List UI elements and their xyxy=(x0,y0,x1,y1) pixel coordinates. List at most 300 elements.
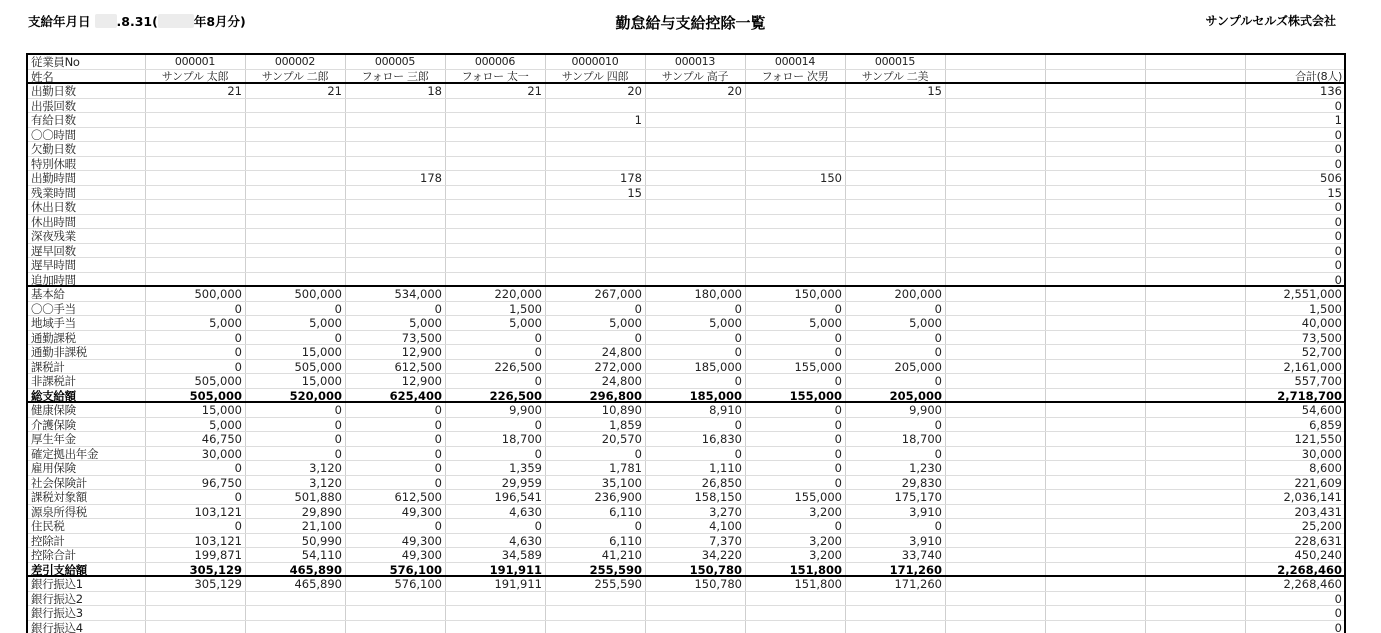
value-cell: 220,000 xyxy=(445,287,545,302)
value-cell: 0 xyxy=(245,302,345,317)
value-cell: 0 xyxy=(645,374,745,389)
row-label: 基本給 xyxy=(31,287,146,302)
table-row xyxy=(28,273,1344,288)
value-cell: 255,590 xyxy=(545,563,645,578)
row-label: 地域手当 xyxy=(31,316,146,331)
value-cell: 465,890 xyxy=(245,563,345,578)
row-label: 残業時間 xyxy=(31,186,146,201)
value-cell: 29,830 xyxy=(845,476,945,491)
total-cell: 2,036,141 xyxy=(1245,490,1345,505)
total-cell: 0 xyxy=(1245,606,1345,621)
total-cell: 0 xyxy=(1245,229,1345,244)
value-cell: 0 xyxy=(245,403,345,418)
employee-no-cell: 000015 xyxy=(845,55,945,70)
value-cell: 5,000 xyxy=(145,316,245,331)
row-label: 深夜残業 xyxy=(31,229,146,244)
page-title: 勤怠給与支給控除一覧 xyxy=(0,12,1381,33)
value-cell: 505,000 xyxy=(245,360,345,375)
value-cell: 0 xyxy=(745,519,845,534)
table-row xyxy=(28,534,1344,549)
total-cell: 8,600 xyxy=(1245,461,1345,476)
value-cell: 191,911 xyxy=(445,563,545,578)
value-cell: 305,129 xyxy=(145,577,245,592)
row-label: 通勤非課税 xyxy=(31,345,146,360)
row-label: 銀行振込2 xyxy=(31,592,146,607)
value-cell: 178 xyxy=(545,171,645,186)
total-cell: 0 xyxy=(1245,142,1345,157)
value-cell: 1,781 xyxy=(545,461,645,476)
value-cell: 10,890 xyxy=(545,403,645,418)
value-cell: 155,000 xyxy=(745,490,845,505)
value-cell: 178 xyxy=(345,171,445,186)
value-cell: 12,900 xyxy=(345,345,445,360)
total-cell: 506 xyxy=(1245,171,1345,186)
total-cell: 40,000 xyxy=(1245,316,1345,331)
table-row xyxy=(28,563,1344,578)
row-label: 社会保険計 xyxy=(31,476,146,491)
value-cell: 501,880 xyxy=(245,490,345,505)
value-cell: 103,121 xyxy=(145,505,245,520)
employee-name-cell: フォロー 次男 xyxy=(745,70,845,85)
value-cell: 3,910 xyxy=(845,505,945,520)
value-cell: 0 xyxy=(845,519,945,534)
value-cell: 0 xyxy=(545,447,645,462)
company-name: サンプルセルズ株式会社 xyxy=(1205,12,1336,29)
value-cell: 0 xyxy=(845,447,945,462)
value-cell: 16,830 xyxy=(645,432,745,447)
value-cell: 155,000 xyxy=(745,360,845,375)
value-cell: 520,000 xyxy=(245,389,345,404)
table-row xyxy=(28,258,1344,273)
value-cell: 5,000 xyxy=(445,316,545,331)
value-cell: 0 xyxy=(645,331,745,346)
value-cell: 49,300 xyxy=(345,548,445,563)
table-row xyxy=(28,302,1344,317)
total-cell: 0 xyxy=(1245,200,1345,215)
total-cell: 0 xyxy=(1245,157,1345,172)
value-cell: 18 xyxy=(345,84,445,99)
table-row xyxy=(28,621,1344,633)
row-label: 出勤時間 xyxy=(31,171,146,186)
employee-no-cell: 000002 xyxy=(245,55,345,70)
employee-no-cell: 000013 xyxy=(645,55,745,70)
value-cell: 3,270 xyxy=(645,505,745,520)
value-cell: 0 xyxy=(345,403,445,418)
value-cell: 18,700 xyxy=(445,432,545,447)
value-cell: 34,220 xyxy=(645,548,745,563)
total-cell: 2,718,700 xyxy=(1245,389,1345,404)
value-cell: 0 xyxy=(345,418,445,433)
value-cell: 103,121 xyxy=(145,534,245,549)
table-row xyxy=(28,345,1344,360)
total-cell: 557,700 xyxy=(1245,374,1345,389)
employee-no-cell: 0000010 xyxy=(545,55,645,70)
value-cell: 26,850 xyxy=(645,476,745,491)
table-row xyxy=(28,142,1344,157)
value-cell: 0 xyxy=(145,345,245,360)
value-cell: 46,750 xyxy=(145,432,245,447)
table-row xyxy=(28,84,1344,99)
value-cell: 0 xyxy=(845,418,945,433)
value-cell: 30,000 xyxy=(145,447,245,462)
table-row xyxy=(28,461,1344,476)
value-cell: 0 xyxy=(845,345,945,360)
employee-name-cell: サンプル 高子 xyxy=(645,70,745,85)
value-cell: 267,000 xyxy=(545,287,645,302)
table-row xyxy=(28,157,1344,172)
total-cell: 15 xyxy=(1245,186,1345,201)
total-cell: 30,000 xyxy=(1245,447,1345,462)
value-cell: 0 xyxy=(445,447,545,462)
row-label: 〇〇時間 xyxy=(31,128,146,143)
value-cell: 255,590 xyxy=(545,577,645,592)
value-cell: 20 xyxy=(545,84,645,99)
value-cell: 4,630 xyxy=(445,505,545,520)
total-cell: 73,500 xyxy=(1245,331,1345,346)
employee-no-label: 従業員No xyxy=(31,55,146,70)
table-row xyxy=(28,186,1344,201)
value-cell: 171,260 xyxy=(845,577,945,592)
total-cell: 54,600 xyxy=(1245,403,1345,418)
employee-name-cell: フォロー 三郎 xyxy=(345,70,445,85)
total-cell: 0 xyxy=(1245,99,1345,114)
value-cell: 171,260 xyxy=(845,563,945,578)
value-cell: 0 xyxy=(145,490,245,505)
value-cell: 1,500 xyxy=(445,302,545,317)
row-label: 確定拠出年金 xyxy=(31,447,146,462)
value-cell: 4,100 xyxy=(645,519,745,534)
row-label: 出勤日数 xyxy=(31,84,146,99)
value-cell: 0 xyxy=(245,331,345,346)
value-cell: 1 xyxy=(545,113,645,128)
value-cell: 0 xyxy=(645,345,745,360)
value-cell: 0 xyxy=(345,519,445,534)
value-cell: 9,900 xyxy=(845,403,945,418)
row-label: 健康保険 xyxy=(31,403,146,418)
table-row xyxy=(28,171,1344,186)
value-cell: 0 xyxy=(345,447,445,462)
value-cell: 0 xyxy=(445,519,545,534)
row-label: 欠勤日数 xyxy=(31,142,146,157)
value-cell: 0 xyxy=(345,461,445,476)
employee-name-cell: サンプル 四郎 xyxy=(545,70,645,85)
total-cell: 136 xyxy=(1245,84,1345,99)
value-cell: 505,000 xyxy=(145,374,245,389)
value-cell: 205,000 xyxy=(845,360,945,375)
table-row xyxy=(28,389,1344,404)
value-cell: 12,900 xyxy=(345,374,445,389)
value-cell: 236,900 xyxy=(545,490,645,505)
value-cell: 0 xyxy=(845,374,945,389)
value-cell: 272,000 xyxy=(545,360,645,375)
value-cell: 0 xyxy=(845,331,945,346)
value-cell: 1,110 xyxy=(645,461,745,476)
row-label: 差引支給額 xyxy=(31,563,146,578)
value-cell: 0 xyxy=(245,418,345,433)
value-cell: 3,120 xyxy=(245,476,345,491)
row-label: 控除計 xyxy=(31,534,146,549)
value-cell: 21,100 xyxy=(245,519,345,534)
header-row-employee-no xyxy=(28,55,1344,70)
value-cell: 0 xyxy=(645,302,745,317)
row-label: 休出時間 xyxy=(31,215,146,230)
table-row xyxy=(28,505,1344,520)
value-cell: 5,000 xyxy=(845,316,945,331)
table-row xyxy=(28,215,1344,230)
value-cell: 1,859 xyxy=(545,418,645,433)
table-row xyxy=(28,577,1344,592)
value-cell: 500,000 xyxy=(145,287,245,302)
value-cell: 20 xyxy=(645,84,745,99)
name-label: 姓名 xyxy=(31,70,146,85)
employee-no-cell: 000006 xyxy=(445,55,545,70)
value-cell: 0 xyxy=(745,432,845,447)
value-cell: 5,000 xyxy=(745,316,845,331)
value-cell: 185,000 xyxy=(645,360,745,375)
total-cell: 1 xyxy=(1245,113,1345,128)
table-row xyxy=(28,476,1344,491)
table-row xyxy=(28,447,1344,462)
value-cell: 185,000 xyxy=(645,389,745,404)
row-label: 介護保険 xyxy=(31,418,146,433)
value-cell: 0 xyxy=(745,476,845,491)
value-cell: 150,780 xyxy=(645,563,745,578)
value-cell: 6,110 xyxy=(545,505,645,520)
value-cell: 158,150 xyxy=(645,490,745,505)
value-cell: 15 xyxy=(545,186,645,201)
value-cell: 0 xyxy=(245,432,345,447)
value-cell: 0 xyxy=(745,345,845,360)
table-row xyxy=(28,99,1344,114)
value-cell: 21 xyxy=(245,84,345,99)
value-cell: 5,000 xyxy=(545,316,645,331)
pay-date-suffix: .8.31( xyxy=(117,14,158,29)
table-row xyxy=(28,331,1344,346)
row-label: 追加時間 xyxy=(31,273,146,288)
value-cell: 500,000 xyxy=(245,287,345,302)
value-cell: 226,500 xyxy=(445,360,545,375)
total-cell: 1,500 xyxy=(1245,302,1345,317)
value-cell: 54,110 xyxy=(245,548,345,563)
value-cell: 0 xyxy=(545,302,645,317)
value-cell: 33,740 xyxy=(845,548,945,563)
table-row xyxy=(28,113,1344,128)
value-cell: 15,000 xyxy=(145,403,245,418)
value-cell: 50,990 xyxy=(245,534,345,549)
table-row xyxy=(28,316,1344,331)
table-row xyxy=(28,229,1344,244)
value-cell: 3,200 xyxy=(745,505,845,520)
row-label: 源泉所得税 xyxy=(31,505,146,520)
header-row-name xyxy=(28,70,1344,85)
value-cell: 0 xyxy=(745,331,845,346)
table-row xyxy=(28,432,1344,447)
value-cell: 24,800 xyxy=(545,374,645,389)
row-label: 遅早時間 xyxy=(31,258,146,273)
total-cell: 228,631 xyxy=(1245,534,1345,549)
value-cell: 3,200 xyxy=(745,534,845,549)
row-label: 控除合計 xyxy=(31,548,146,563)
value-cell: 29,890 xyxy=(245,505,345,520)
pay-date-caption: 支給年月日 xyxy=(28,14,91,29)
table-row xyxy=(28,403,1344,418)
value-cell: 150,000 xyxy=(745,287,845,302)
total-cell: 2,161,000 xyxy=(1245,360,1345,375)
employee-name-cell: サンプル 二美 xyxy=(845,70,945,85)
value-cell: 226,500 xyxy=(445,389,545,404)
value-cell: 0 xyxy=(745,447,845,462)
table-row xyxy=(28,374,1344,389)
row-label: 遅早回数 xyxy=(31,244,146,259)
value-cell: 96,750 xyxy=(145,476,245,491)
value-cell: 196,541 xyxy=(445,490,545,505)
table-row xyxy=(28,418,1344,433)
row-label: 出張回数 xyxy=(31,99,146,114)
employee-name-cell: フォロー 太一 xyxy=(445,70,545,85)
table-row xyxy=(28,128,1344,143)
value-cell: 200,000 xyxy=(845,287,945,302)
value-cell: 0 xyxy=(545,519,645,534)
value-cell: 3,200 xyxy=(745,548,845,563)
value-cell: 0 xyxy=(645,447,745,462)
row-label: 〇〇手当 xyxy=(31,302,146,317)
value-cell: 0 xyxy=(745,461,845,476)
row-label: 銀行振込3 xyxy=(31,606,146,621)
total-cell: 203,431 xyxy=(1245,505,1345,520)
value-cell: 35,100 xyxy=(545,476,645,491)
value-cell: 0 xyxy=(745,302,845,317)
total-cell: 221,609 xyxy=(1245,476,1345,491)
value-cell: 465,890 xyxy=(245,577,345,592)
row-label: 休出日数 xyxy=(31,200,146,215)
table-row xyxy=(28,519,1344,534)
value-cell: 534,000 xyxy=(345,287,445,302)
value-cell: 73,500 xyxy=(345,331,445,346)
value-cell: 155,000 xyxy=(745,389,845,404)
value-cell: 0 xyxy=(145,519,245,534)
total-cell: 52,700 xyxy=(1245,345,1345,360)
value-cell: 151,800 xyxy=(745,577,845,592)
total-cell: 0 xyxy=(1245,592,1345,607)
table-row xyxy=(28,606,1344,621)
table-row xyxy=(28,244,1344,259)
employee-no-cell: 000001 xyxy=(145,55,245,70)
row-label: 有給日数 xyxy=(31,113,146,128)
value-cell: 49,300 xyxy=(345,505,445,520)
employee-no-cell: 000014 xyxy=(745,55,845,70)
total-cell: 2,551,000 xyxy=(1245,287,1345,302)
value-cell: 0 xyxy=(145,360,245,375)
value-cell: 0 xyxy=(545,331,645,346)
value-cell: 5,000 xyxy=(645,316,745,331)
row-label: 特別休暇 xyxy=(31,157,146,172)
total-cell: 0 xyxy=(1245,273,1345,288)
value-cell: 205,000 xyxy=(845,389,945,404)
total-cell: 0 xyxy=(1245,215,1345,230)
value-cell: 1,359 xyxy=(445,461,545,476)
payroll-sheet xyxy=(26,53,1346,633)
value-cell: 0 xyxy=(745,403,845,418)
table-row xyxy=(28,548,1344,563)
value-cell: 0 xyxy=(445,418,545,433)
table-row xyxy=(28,360,1344,375)
pay-period-suffix: 年8月分) xyxy=(194,14,246,29)
row-label: 課税対象額 xyxy=(31,490,146,505)
row-label: 住民税 xyxy=(31,519,146,534)
value-cell: 0 xyxy=(145,302,245,317)
row-label: 厚生年金 xyxy=(31,432,146,447)
row-label: 非課税計 xyxy=(31,374,146,389)
value-cell: 7,370 xyxy=(645,534,745,549)
total-cell: 6,859 xyxy=(1245,418,1345,433)
value-cell: 3,910 xyxy=(845,534,945,549)
value-cell: 21 xyxy=(445,84,545,99)
row-label: 通勤課税 xyxy=(31,331,146,346)
total-cell: 0 xyxy=(1245,621,1345,633)
value-cell: 0 xyxy=(345,476,445,491)
value-cell: 0 xyxy=(245,447,345,462)
value-cell: 612,500 xyxy=(345,360,445,375)
table-row xyxy=(28,490,1344,505)
value-cell: 0 xyxy=(445,331,545,346)
row-label: 銀行振込1 xyxy=(31,577,146,592)
table-row xyxy=(28,287,1344,302)
value-cell: 305,129 xyxy=(145,563,245,578)
value-cell: 151,800 xyxy=(745,563,845,578)
value-cell: 29,959 xyxy=(445,476,545,491)
total-cell: 2,268,460 xyxy=(1245,577,1345,592)
total-cell: 450,240 xyxy=(1245,548,1345,563)
value-cell: 505,000 xyxy=(145,389,245,404)
total-header-cell: 合計(8人) xyxy=(1245,70,1345,85)
value-cell: 41,210 xyxy=(545,548,645,563)
total-cell: 25,200 xyxy=(1245,519,1345,534)
employee-no-cell: 000005 xyxy=(345,55,445,70)
value-cell: 0 xyxy=(345,302,445,317)
value-cell: 0 xyxy=(445,345,545,360)
value-cell: 5,000 xyxy=(145,418,245,433)
value-cell: 199,871 xyxy=(145,548,245,563)
value-cell: 0 xyxy=(745,418,845,433)
value-cell: 15,000 xyxy=(245,345,345,360)
value-cell: 49,300 xyxy=(345,534,445,549)
value-cell: 34,589 xyxy=(445,548,545,563)
value-cell: 180,000 xyxy=(645,287,745,302)
value-cell: 191,911 xyxy=(445,577,545,592)
value-cell: 20,570 xyxy=(545,432,645,447)
value-cell: 576,100 xyxy=(345,577,445,592)
total-cell: 2,268,460 xyxy=(1245,563,1345,578)
row-label: 課税計 xyxy=(31,360,146,375)
value-cell: 4,630 xyxy=(445,534,545,549)
total-cell: 121,550 xyxy=(1245,432,1345,447)
row-label: 雇用保険 xyxy=(31,461,146,476)
row-label: 総支給額 xyxy=(31,389,146,404)
employee-name-cell: サンプル 二郎 xyxy=(245,70,345,85)
value-cell: 576,100 xyxy=(345,563,445,578)
value-cell: 150 xyxy=(745,171,845,186)
value-cell: 0 xyxy=(345,432,445,447)
value-cell: 18,700 xyxy=(845,432,945,447)
value-cell: 175,170 xyxy=(845,490,945,505)
value-cell: 612,500 xyxy=(345,490,445,505)
value-cell: 9,900 xyxy=(445,403,545,418)
value-cell: 15 xyxy=(845,84,945,99)
value-cell: 0 xyxy=(645,418,745,433)
value-cell: 24,800 xyxy=(545,345,645,360)
table-row xyxy=(28,200,1344,215)
row-label: 銀行振込4 xyxy=(31,621,146,633)
